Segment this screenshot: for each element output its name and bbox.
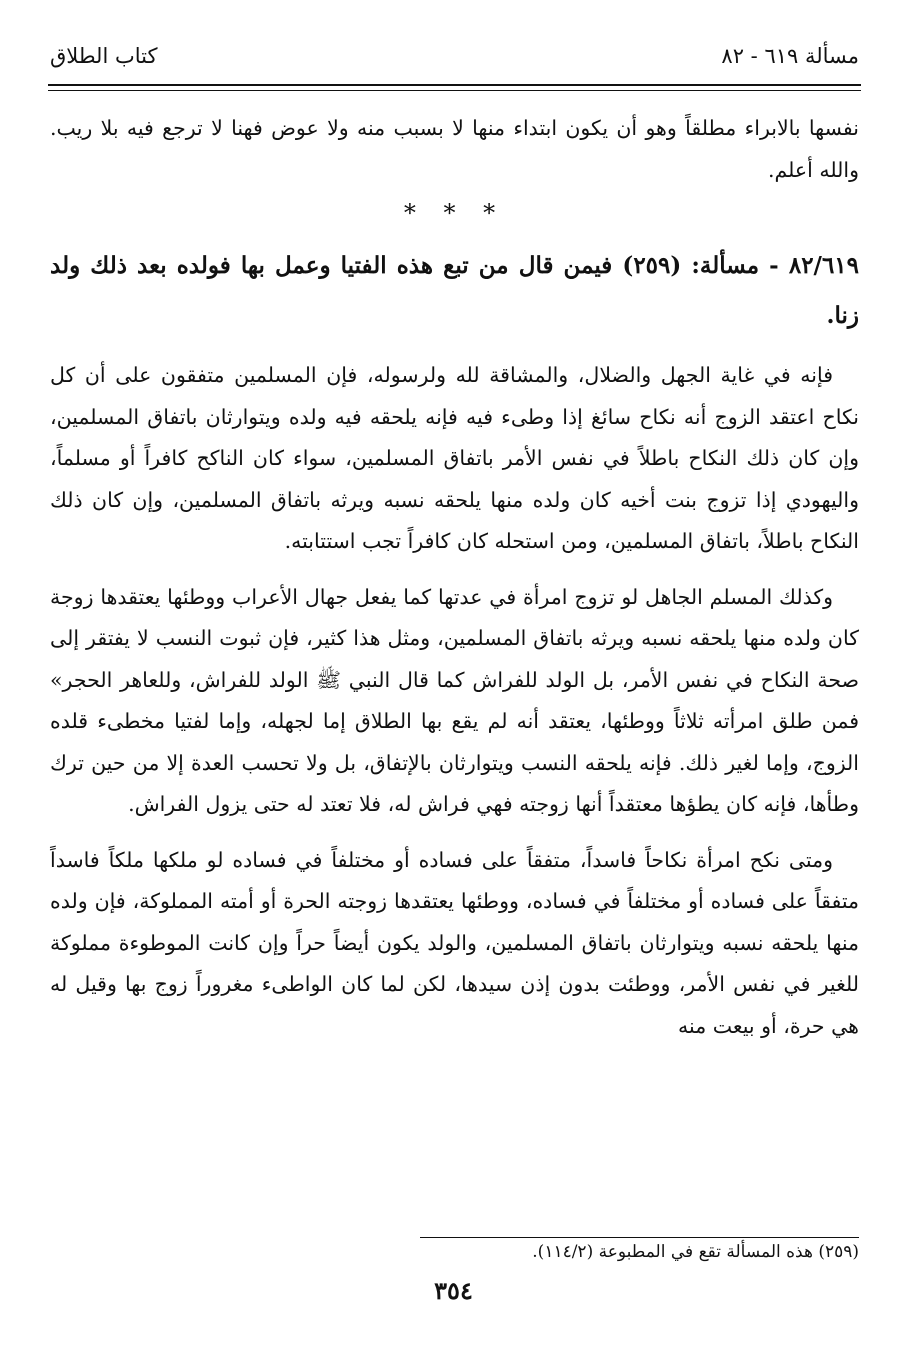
page-number: ٣٥٤ <box>434 1276 473 1305</box>
paragraph-continuation: نفسها بالابراء مطلقاً وهو أن يكون ابتداء منها لا بسبب منه ولا عوض فهنا لا ترجع فيه بلا ريب. والله أعلم. <box>50 116 859 182</box>
footnote: (٢٥٩) هذه المسألة تقع في المطبوعة (١١٤/٢). <box>532 1242 859 1262</box>
header-book-title: كتاب الطلاق <box>50 44 158 68</box>
section-separator-stars: * * * <box>403 199 506 227</box>
header-rule-thin <box>48 90 861 91</box>
footnote-rule <box>420 1237 859 1238</box>
paragraph-answer-3: ومتى نكح امرأة نكاحاً فاسداً، متفقاً على فساده أو مختلفاً في فساده لو ملكها ملكاً فاسداً متفقاً على فساده أو مختلفاً في فساده، ووطئها يعتقدها زوجته الحرة أو أمته المملوكة، فإن ولده منها يلحقه نسبه ويتوارثان باتفاق المسلمين، والولد يكون أيضاً حراً وإن كانت الموطوءة مملوكة للغير في نفس الأمر، ووطئت بدون إذن سيدها، لكن لما كان الواطىء مغروراً زوج بها وقيل له هي حرة، أو بيعت منه <box>50 847 859 1038</box>
running-header <box>50 44 859 84</box>
question-heading: ٨٢/٦١٩ - مسألة: (٢٥٩) فيمن قال من تبع هذه الفتيا وعمل بها فولده بعد ذلك ولد زنا. <box>50 252 860 329</box>
paragraph-answer-2: وكذلك المسلم الجاهل لو تزوج امرأة في عدتها كما يفعل جهال الأعراب ووطئها يعتقدها زوجة كان ولده منها يلحقه نسبه ويرثه باتفاق المسلمين، ومثل هذا كثير، فإن ثبوت النسب لا يفتقر إلى صحة النكاح في نفس الأمر، بل الولد للفراش كما قال النبي ﷺ الولد للفراش، وللعاهر الحجر» فمن طلق امرأته ثلاثاً ووطئها، يعتقد أنه لم يقع بها الطلاق إما لجهله، وإما لفتيا مخطىء قلده الزوج، وإما لغير ذلك. فإنه يلحقه النسب ويتوارثان بالإتفاق، بل ولا تحسب العدة إلا من حين ترك وطأها، فإنه كان يطؤها معتقداً أنها زوجته فهي فراش له، فلا تعتد له حتى يزول الفراش. <box>50 584 859 816</box>
paragraph-answer-1: فإنه في غاية الجهل والضلال، والمشاقة لله ولرسوله، فإن المسلمين متفقون على أن كل نكاح اعتقد الزوج أنه نكاح سائغ إذا وطىء فيه فإنه يلحقه فيه ولده ويتوارثان باتفاق المسلمين، وإن كان ذلك النكاح باطلاً في نفس الأمر باتفاق المسلمين، سواء كان الناكح كافراً أو مسلماً، واليهودي إذا تزوج بنت أخيه كان ولده منها يلحقه نسبه ويرثه باتفاق المسلمين، وإن كان ذلك النكاح باطلاً، باتفاق المسلمين، ومن استحله كان كافراً تجب استتابته. <box>50 363 859 553</box>
header-section-number: مسألة ٦١٩ - ٨٢ <box>721 44 859 68</box>
main-text <box>50 108 859 1047</box>
header-rule-thick <box>48 84 861 86</box>
